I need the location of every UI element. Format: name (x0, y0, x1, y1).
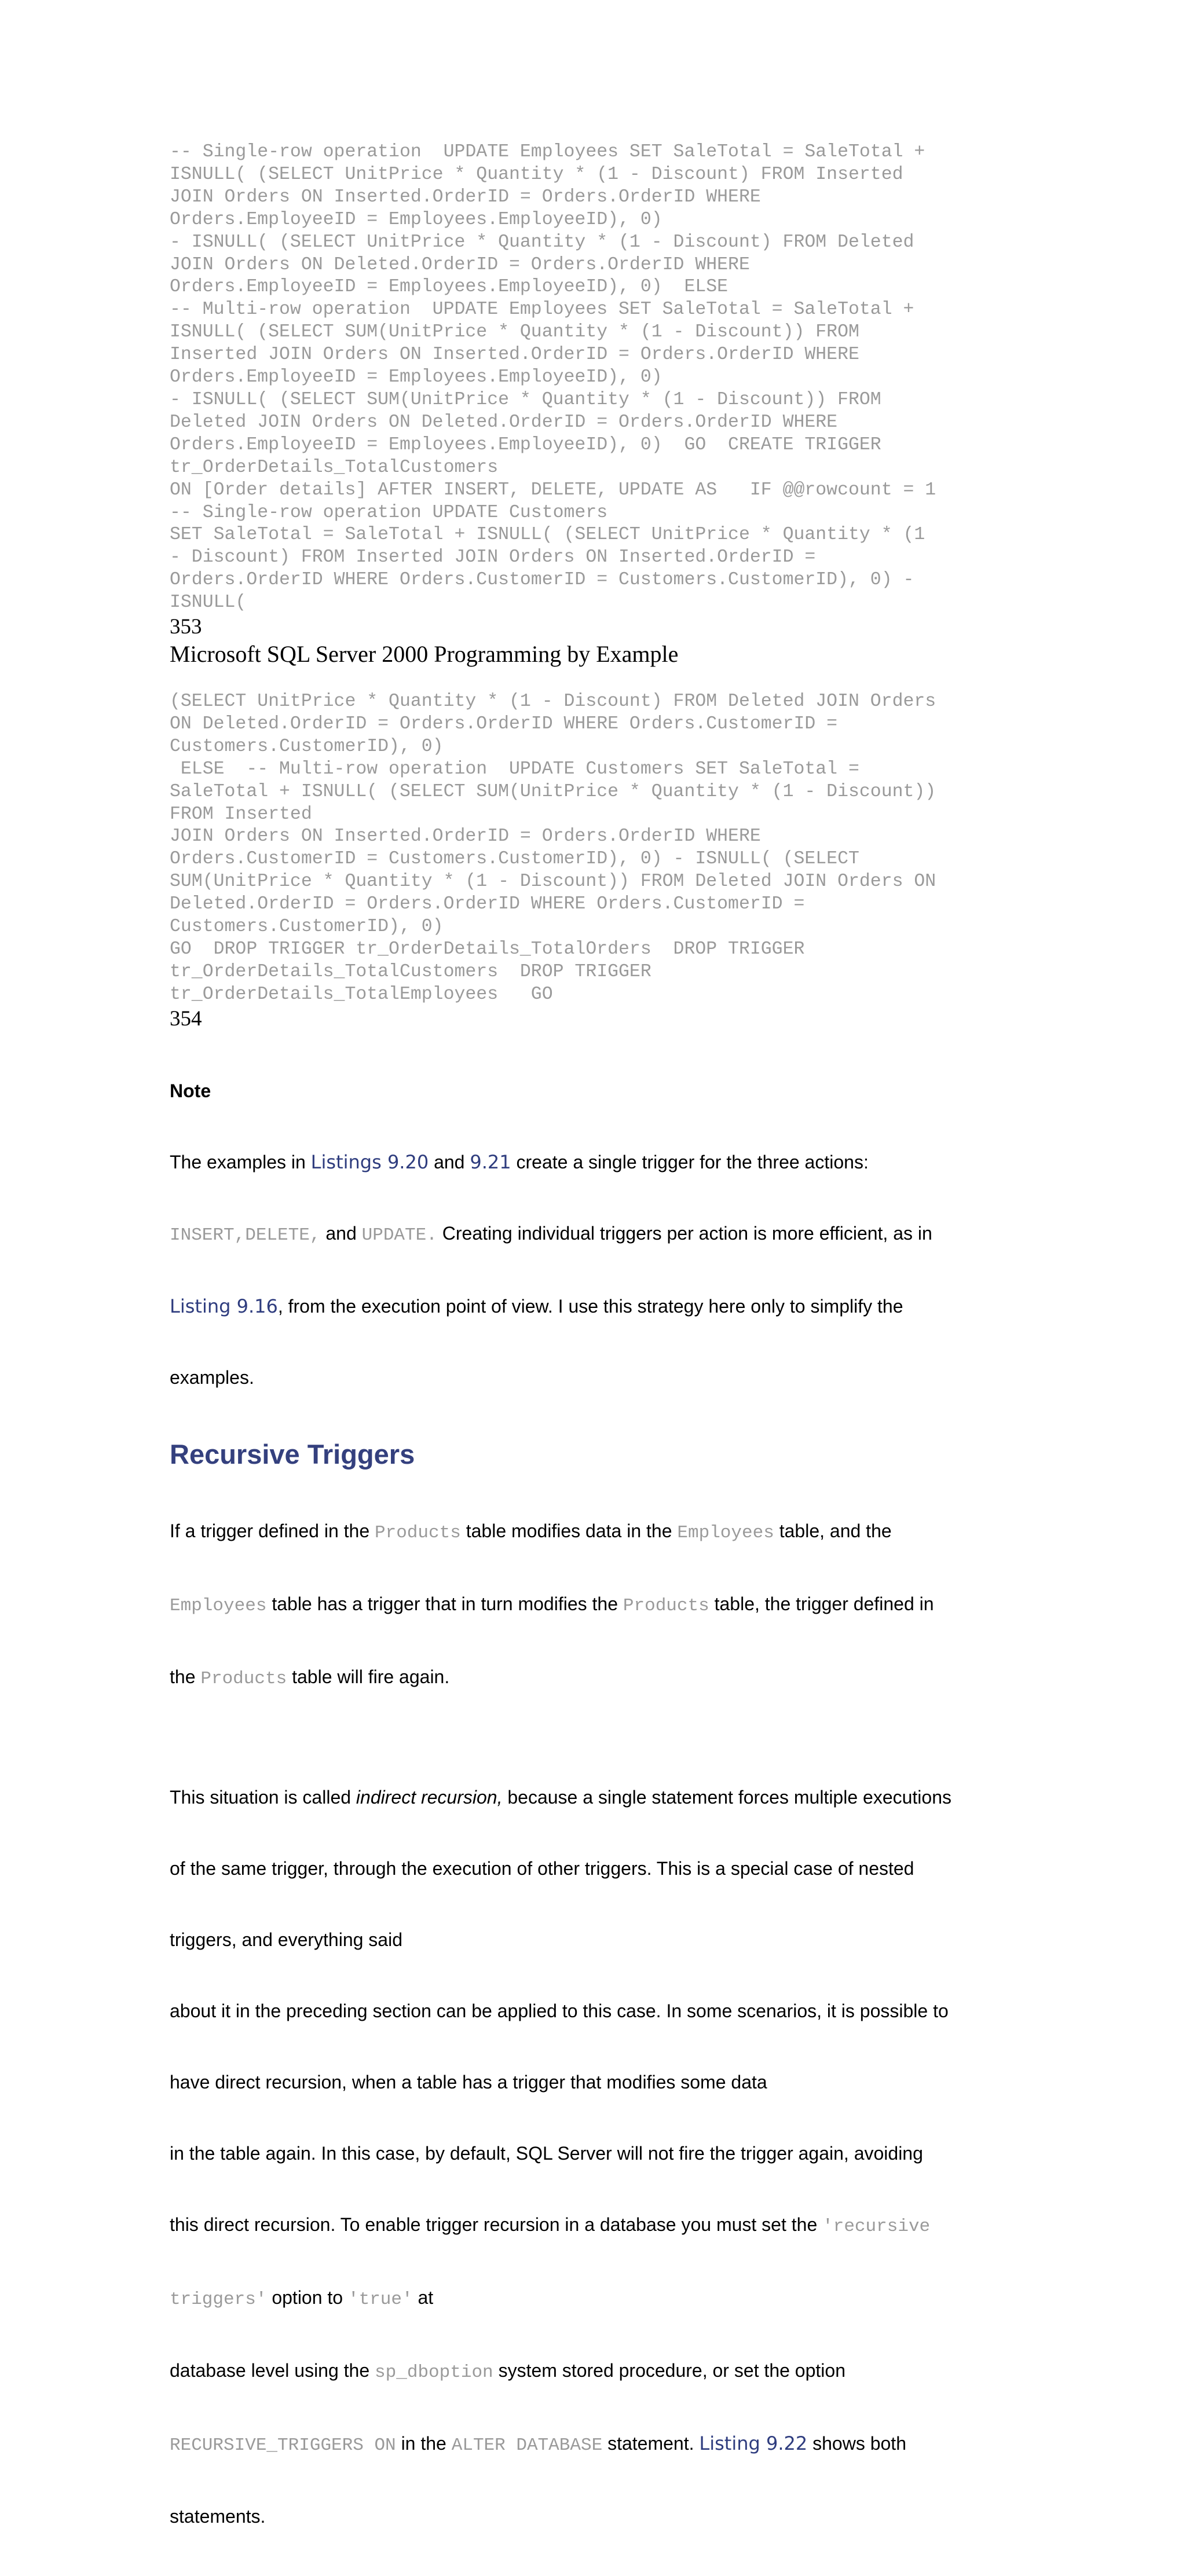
text: table, and the (774, 1520, 892, 1541)
para-line: in the table again. In this case, by default, SQL Server will not fire the trigger again, avoiding (170, 2142, 923, 2164)
code-line: -- Single-row operation UPDATE Customers (170, 502, 608, 523)
inline-code: INSERT,DELETE, (170, 1225, 321, 1245)
document-page (170, 141, 1021, 2576)
note-line (170, 1150, 1021, 1174)
para-line: statements. (170, 2505, 266, 2527)
code-line: Orders.CustomerID = Customers.CustomerID), 0) - ISNULL( (SELECT (170, 849, 859, 870)
text: database level using the (170, 2359, 375, 2381)
text: and (429, 1151, 470, 1172)
text: shows both (807, 2432, 906, 2454)
listing-link[interactable]: Listing 9.22 (699, 2432, 808, 2454)
emphasis: indirect recursion, (356, 1786, 503, 1808)
code-line: Orders.EmployeeID = Employees.EmployeeID), 0) (170, 209, 662, 230)
page-number: 354 (170, 1006, 202, 1031)
text: table, the trigger defined in (709, 1593, 934, 1614)
code-line: JOIN Orders ON Inserted.OrderID = Orders.OrderID WHERE (170, 826, 761, 847)
inline-code: 'recursive (822, 2216, 931, 2237)
code-line: SET SaleTotal = SaleTotal + ISNULL( (SELECT UnitPrice * Quantity * (1 (170, 525, 925, 545)
text: table has a trigger that in turn modifies the (266, 1593, 623, 1614)
section-heading: Recursive Triggers (170, 1438, 415, 1470)
code-line: JOIN Orders ON Inserted.OrderID = Orders.OrderID WHERE (170, 186, 761, 207)
inline-code: ALTER DATABASE (451, 2435, 603, 2456)
text: statement. (602, 2432, 700, 2454)
code-line: ISNULL( (SELECT SUM(UnitPrice * Quantity * (1 - Discount)) FROM (170, 322, 859, 343)
note-line: examples. (170, 1366, 254, 1388)
code-line: ON [Order details] AFTER INSERT, DELETE, UPDATE AS IF @@rowcount = 1 (170, 479, 936, 500)
code-line: FROM Inserted (170, 804, 312, 825)
para-line (170, 2213, 1021, 2238)
para-line: triggers, and everything said (170, 1929, 402, 1950)
code-line: - ISNULL( (SELECT SUM(UnitPrice * Quantity * (1 - Discount)) FROM (170, 389, 881, 410)
code-line: Inserted JOIN Orders ON Inserted.OrderID = Orders.OrderID WHERE (170, 345, 859, 365)
note-line (170, 1295, 1021, 1318)
text: and (320, 1222, 362, 1244)
code-line: - Discount) FROM Inserted JOIN Orders ON Inserted.OrderID = (170, 547, 816, 568)
inline-code: triggers' (170, 2289, 267, 2310)
running-header: Microsoft SQL Server 2000 Programming by Example (170, 641, 679, 668)
code-line: Orders.EmployeeID = Employees.EmployeeID), 0) GO CREATE TRIGGER (170, 434, 881, 455)
inline-code: Products (375, 1522, 461, 1543)
note-line (170, 1222, 1021, 1247)
para-line: about it in the preceding section can be applied to this case. In some scenarios, it is possible to (170, 2000, 949, 2021)
code-line: Orders.EmployeeID = Employees.EmployeeID), 0) (170, 367, 662, 388)
text: option to (266, 2286, 348, 2308)
code-line: Orders.OrderID WHERE Orders.CustomerID = Customers.CustomerID), 0) - (170, 570, 914, 591)
para-line (170, 1519, 1021, 1545)
text: If a trigger defined in the (170, 1520, 375, 1541)
code-line: SaleTotal + ISNULL( (SELECT SUM(UnitPrice * Quantity * (1 - Discount)) (170, 781, 936, 802)
note-block (170, 1032, 1021, 1437)
code-line: (SELECT UnitPrice * Quantity * (1 - Discount) FROM Deleted JOIN Orders (170, 691, 936, 712)
text: Creating individual triggers per action is more efficient, as in (437, 1222, 932, 1244)
code-line: Deleted JOIN Orders ON Deleted.OrderID = Orders.OrderID WHERE (170, 412, 838, 433)
text: in the (396, 2432, 452, 2454)
para-line (170, 2432, 1021, 2457)
code-line: SUM(UnitPrice * Quantity * (1 - Discount)) FROM Deleted JOIN Orders ON (170, 871, 936, 892)
para-line: of the same trigger, through the execution of other triggers. This is a special case of nested (170, 1857, 914, 1879)
text: at (412, 2286, 434, 2308)
code-line: ISNULL( (170, 592, 247, 613)
text: table modifies data in the (460, 1520, 678, 1541)
code-line: -- Multi-row operation UPDATE Employees SET SaleTotal = SaleTotal + (170, 299, 914, 320)
text: create a single trigger for the three actions: (511, 1151, 869, 1172)
code-line: Customers.CustomerID), 0) (170, 736, 444, 757)
listing-link[interactable]: 9.21 (470, 1150, 511, 1173)
inline-code: sp_dboption (375, 2362, 493, 2383)
text: system stored procedure, or set the option (493, 2359, 845, 2381)
note-heading: Note (170, 1080, 211, 1101)
para-line (170, 1786, 1021, 1809)
text: The examples in (170, 1151, 311, 1172)
text: This situation is called (170, 1786, 356, 1808)
para-line (170, 2359, 1021, 2384)
code-line: ON Deleted.OrderID = Orders.OrderID WHERE Orders.CustomerID = (170, 713, 838, 734)
inline-code: Employees (677, 1522, 774, 1543)
paragraph-2 (170, 1738, 1021, 2576)
text: because a single statement forces multiple executions (502, 1786, 951, 1808)
code-block-1 (170, 141, 1021, 614)
code-line: ELSE -- Multi-row operation UPDATE Customers SET SaleTotal = (170, 758, 859, 779)
paragraph-1 (170, 1472, 1021, 1738)
inline-code: Products (623, 1595, 709, 1616)
code-line: GO DROP TRIGGER tr_OrderDetails_TotalOrders DROP TRIGGER (170, 939, 805, 959)
text: the (170, 1666, 201, 1687)
inline-code: 'true' (347, 2289, 413, 2310)
inline-code: RECURSIVE_TRIGGERS ON (170, 2435, 396, 2456)
code-block-2 (170, 691, 1021, 1006)
code-line: tr_OrderDetails_TotalEmployees GO (170, 984, 553, 1005)
code-line: Orders.EmployeeID = Employees.EmployeeID), 0) ELSE (170, 277, 729, 298)
text: , from the execution point of view. I use this strategy here only to simplify the (277, 1295, 903, 1317)
code-line: ISNULL( (SELECT UnitPrice * Quantity * (1 - Discount) FROM Inserted (170, 164, 903, 185)
listing-link[interactable]: Listings 9.20 (310, 1150, 429, 1173)
code-line: -- Single-row operation UPDATE Employees SET SaleTotal = SaleTotal + (170, 142, 925, 162)
code-line: Customers.CustomerID), 0) (170, 917, 444, 937)
code-line: Deleted.OrderID = Orders.OrderID WHERE Orders.CustomerID = (170, 894, 805, 915)
code-line: tr_OrderDetails_TotalCustomers DROP TRIGGER (170, 961, 651, 982)
para-line (170, 1592, 1021, 1618)
code-line: tr_OrderDetails_TotalCustomers (170, 457, 499, 478)
listing-link[interactable]: Listing 9.16 (170, 1295, 278, 1317)
inline-code: Employees (170, 1595, 267, 1616)
para-line (170, 2286, 1021, 2311)
text: table will fire again. (287, 1666, 450, 1687)
code-line: - ISNULL( (SELECT UnitPrice * Quantity * (1 - Discount) FROM Deleted (170, 232, 914, 252)
para-line: have direct recursion, when a table has a trigger that modifies some data (170, 2071, 767, 2093)
inline-code: UPDATE. (361, 1225, 437, 1245)
code-line: JOIN Orders ON Deleted.OrderID = Orders.OrderID WHERE (170, 254, 750, 275)
inline-code: Products (200, 1668, 287, 1689)
page-number: 353 (170, 615, 202, 639)
para-line (170, 1665, 1021, 1691)
text: this direct recursion. To enable trigger recursion in a database you must set the (170, 2214, 823, 2235)
